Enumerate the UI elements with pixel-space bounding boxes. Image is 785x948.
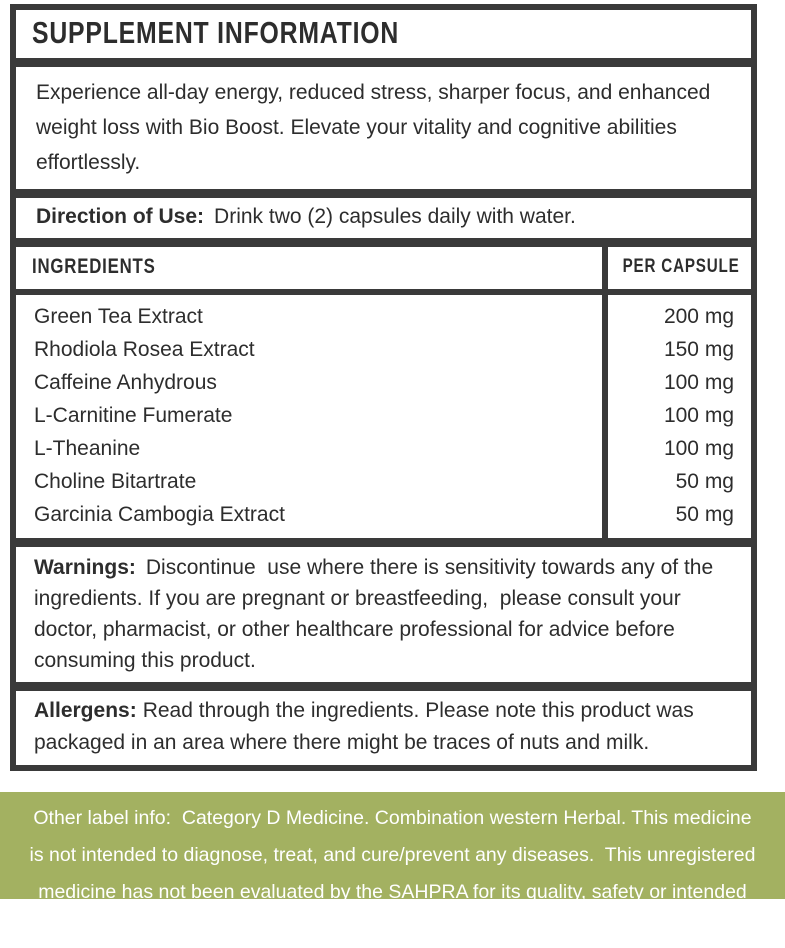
allergens-paragraph [34,695,733,759]
ingredient-name: Garcinia Cambogia Extract [34,503,285,526]
ingredient-amount: 200 mg [602,295,751,333]
description-text: Experience all-day energy, reduced stress, sharper focus, and enhanced weight loss with Bio Boost. Elevate your vitality and cognitive abilities effortlessly. [36,81,717,174]
ingredient-amount: 50 mg [602,465,751,498]
per-capsule-column-header-cell [602,247,751,289]
allergens-text: Read through the ingredients. Please note this product was packaged in an area where there might be traces of nuts and milk. [34,699,700,754]
ingredients-header-row [16,247,751,295]
ingredient-name: L-Theanine [34,437,141,460]
footer-bar [0,792,785,940]
ingredient-amount: 50 mg [602,498,751,538]
ingredient-row [16,333,751,366]
description-box [10,61,757,195]
warnings-paragraph [34,552,733,676]
footer-text: Other label info: Category D Medicine. Combination western Herbal. This medicine is not intended to diagnose, treat, and cure/prevent any diseases. This unregistered medicine has not been evaluated by the SAHPRA for its quality, safety or intended use. [29,807,761,940]
directions-text: Drink two (2) capsules daily with water. [214,205,576,228]
ingredient-name: Choline Bitartrate [34,470,197,493]
ingredient-row [16,399,751,432]
ingredient-name: Green Tea Extract [34,305,203,328]
ingredient-amount: 100 mg [602,366,751,399]
allergens-box [10,685,757,771]
ingredients-column-header: INGREDIENTS [32,255,156,278]
ingredient-row [16,432,751,465]
ingredient-row [16,498,751,538]
ingredient-name: Rhodiola Rosea Extract [34,338,255,361]
directions-box [10,192,757,244]
ingredient-amount: 100 mg [602,399,751,432]
ingredient-row [16,295,751,333]
ingredients-column-header-cell [16,247,602,289]
ingredient-name: Caffeine Anhydrous [34,371,217,394]
ingredients-table [10,241,757,544]
ingredients-body [16,295,751,538]
ingredient-row [16,366,751,399]
warnings-text: Discontinue use where there is sensitivity towards any of the ingredients. If you are pregnant or breastfeeding, please consult your doctor, pharmacist, or other healthcare professional for advice before consuming this product. [34,556,720,672]
ingredient-amount: 150 mg [602,333,751,366]
directions-label: Direction of Use: [36,205,205,228]
page-title: SUPPLEMENT INFORMATION [32,15,400,50]
supplement-label [10,4,757,771]
warnings-box [10,541,757,688]
ingredient-name: L-Carnitine Fumerate [34,404,233,427]
per-capsule-column-header: PER CAPSULE [622,256,740,277]
ingredient-row [16,465,751,498]
title-box [10,4,757,64]
allergens-label: Allergens: [34,699,137,722]
directions-paragraph [36,202,731,232]
warnings-label: Warnings: [34,556,136,579]
ingredient-amount: 100 mg [602,432,751,465]
